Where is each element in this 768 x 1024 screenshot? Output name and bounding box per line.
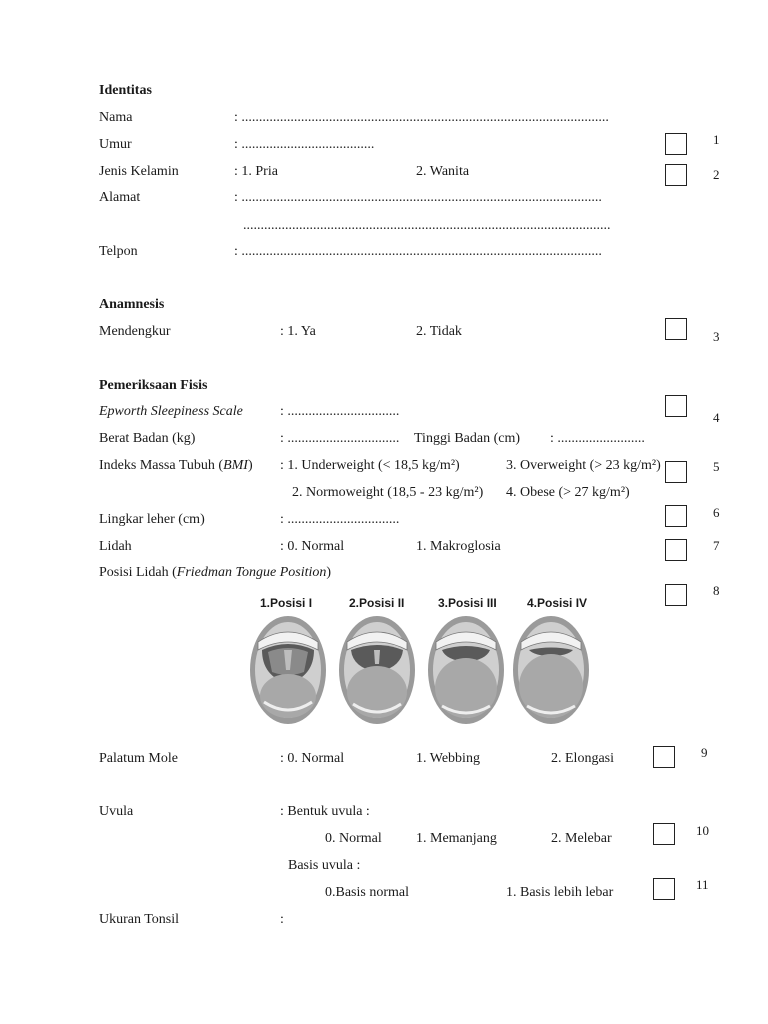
jenis-kelamin-label: Jenis Kelamin <box>99 164 179 179</box>
umur-label: Umur <box>99 137 132 152</box>
mendengkur-option-tidak[interactable]: 2. Tidak <box>416 324 462 339</box>
lidah-option-makroglosia[interactable]: 1. Makroglosia <box>416 539 501 554</box>
answer-box-6[interactable] <box>665 505 687 527</box>
umur-field[interactable]: : ...................................... <box>234 137 375 152</box>
posisi-4-label: 4.Posisi IV <box>527 596 588 610</box>
telpon-label: Telpon <box>99 244 138 259</box>
alamat-field-line1[interactable]: : ....................................................................................................... <box>234 190 602 205</box>
telpon-field[interactable]: : ....................................................................................................... <box>234 244 602 259</box>
section-anamnesis-heading: Anamnesis <box>99 297 165 312</box>
posisi-3-label: 3.Posisi III <box>438 596 497 610</box>
code-number-7: 7 <box>713 538 720 553</box>
answer-box-7[interactable] <box>665 539 687 561</box>
bentuk-uvula-option-normal[interactable]: 0. Normal <box>325 831 382 846</box>
code-number-1: 1 <box>713 132 720 147</box>
jenis-kelamin-option-wanita[interactable]: 2. Wanita <box>416 164 470 179</box>
basis-uvula-label: Basis uvula : <box>288 858 361 873</box>
lingkar-leher-field[interactable]: : ................................ <box>280 512 400 527</box>
lidah-option-normal[interactable]: : 0. Normal <box>280 539 345 554</box>
code-number-4: 4 <box>713 410 720 425</box>
uvula-label: Uvula <box>99 804 134 819</box>
answer-box-8[interactable] <box>665 584 687 606</box>
mendengkur-label: Mendengkur <box>99 324 171 339</box>
friedman-position-3-image <box>426 614 506 726</box>
friedman-position-4-image <box>511 614 591 726</box>
code-number-6: 6 <box>713 505 720 520</box>
palatum-option-normal[interactable]: : 0. Normal <box>280 751 345 766</box>
tonsil-field[interactable]: : <box>280 912 284 927</box>
code-number-5: 5 <box>713 459 720 474</box>
palatum-option-elongasi[interactable]: 2. Elongasi <box>551 751 614 766</box>
nama-field[interactable]: : ......................................................................................................... <box>234 110 609 125</box>
bentuk-uvula-label: : Bentuk uvula : <box>280 804 370 819</box>
imt-option-overweight[interactable]: 3. Overweight (> 23 kg/m²) <box>506 458 661 473</box>
berat-badan-field[interactable]: : ................................ <box>280 431 400 446</box>
section-identitas-heading: Identitas <box>99 83 152 98</box>
friedman-position-2-image <box>337 614 417 726</box>
epworth-field[interactable]: : ................................ <box>280 404 400 419</box>
tonsil-label: Ukuran Tonsil <box>99 912 180 927</box>
imt-option-obese[interactable]: 4. Obese (> 27 kg/m²) <box>506 485 630 500</box>
berat-badan-label: Berat Badan (kg) <box>99 431 196 446</box>
code-number-11: 11 <box>696 877 709 892</box>
jenis-kelamin-option-pria[interactable]: : 1. Pria <box>234 164 278 179</box>
lidah-label: Lidah <box>99 539 132 554</box>
code-number-3: 3 <box>713 329 720 344</box>
code-number-2: 2 <box>713 167 720 182</box>
posisi-lidah-label: Posisi Lidah (Friedman Tongue Position) <box>99 565 332 580</box>
lingkar-leher-label: Lingkar leher (cm) <box>99 512 205 527</box>
answer-box-1[interactable] <box>665 133 687 155</box>
palatum-label: Palatum Mole <box>99 751 178 766</box>
basis-uvula-option-normal[interactable]: 0.Basis normal <box>325 885 409 900</box>
alamat-label: Alamat <box>99 190 141 205</box>
code-number-10: 10 <box>696 823 709 838</box>
answer-box-3[interactable] <box>665 318 687 340</box>
tinggi-badan-label: Tinggi Badan (cm) <box>414 431 521 446</box>
code-number-8: 8 <box>713 583 720 598</box>
bentuk-uvula-option-memanjang[interactable]: 1. Memanjang <box>416 831 497 846</box>
posisi-1-label: 1.Posisi I <box>260 596 313 610</box>
basis-uvula-option-lebih-lebar[interactable]: 1. Basis lebih lebar <box>506 885 614 900</box>
epworth-label: Epworth Sleepiness Scale <box>99 404 243 419</box>
answer-box-4[interactable] <box>665 395 687 417</box>
palatum-option-webbing[interactable]: 1. Webbing <box>416 751 480 766</box>
mendengkur-option-ya[interactable]: : 1. Ya <box>280 324 316 339</box>
imt-label: Indeks Massa Tubuh (BMI) <box>99 458 253 473</box>
answer-box-11[interactable] <box>653 878 675 900</box>
imt-option-underweight[interactable]: : 1. Underweight (< 18,5 kg/m²) <box>280 458 460 473</box>
code-number-9: 9 <box>701 745 708 760</box>
imt-option-normoweight[interactable]: 2. Normoweight (18,5 - 23 kg/m²) <box>292 485 484 500</box>
answer-box-5[interactable] <box>665 461 687 483</box>
answer-box-10[interactable] <box>653 823 675 845</box>
bentuk-uvula-option-melebar[interactable]: 2. Melebar <box>551 831 612 846</box>
section-pemeriksaan-heading: Pemeriksaan Fisis <box>99 378 208 393</box>
nama-label: Nama <box>99 110 133 125</box>
answer-box-2[interactable] <box>665 164 687 186</box>
alamat-field-line2[interactable]: ......................................................................................................... <box>243 218 611 233</box>
tinggi-badan-field[interactable]: : ......................... <box>550 431 645 446</box>
posisi-2-label: 2.Posisi II <box>349 596 405 610</box>
friedman-position-1-image <box>248 614 328 726</box>
answer-box-9[interactable] <box>653 746 675 768</box>
